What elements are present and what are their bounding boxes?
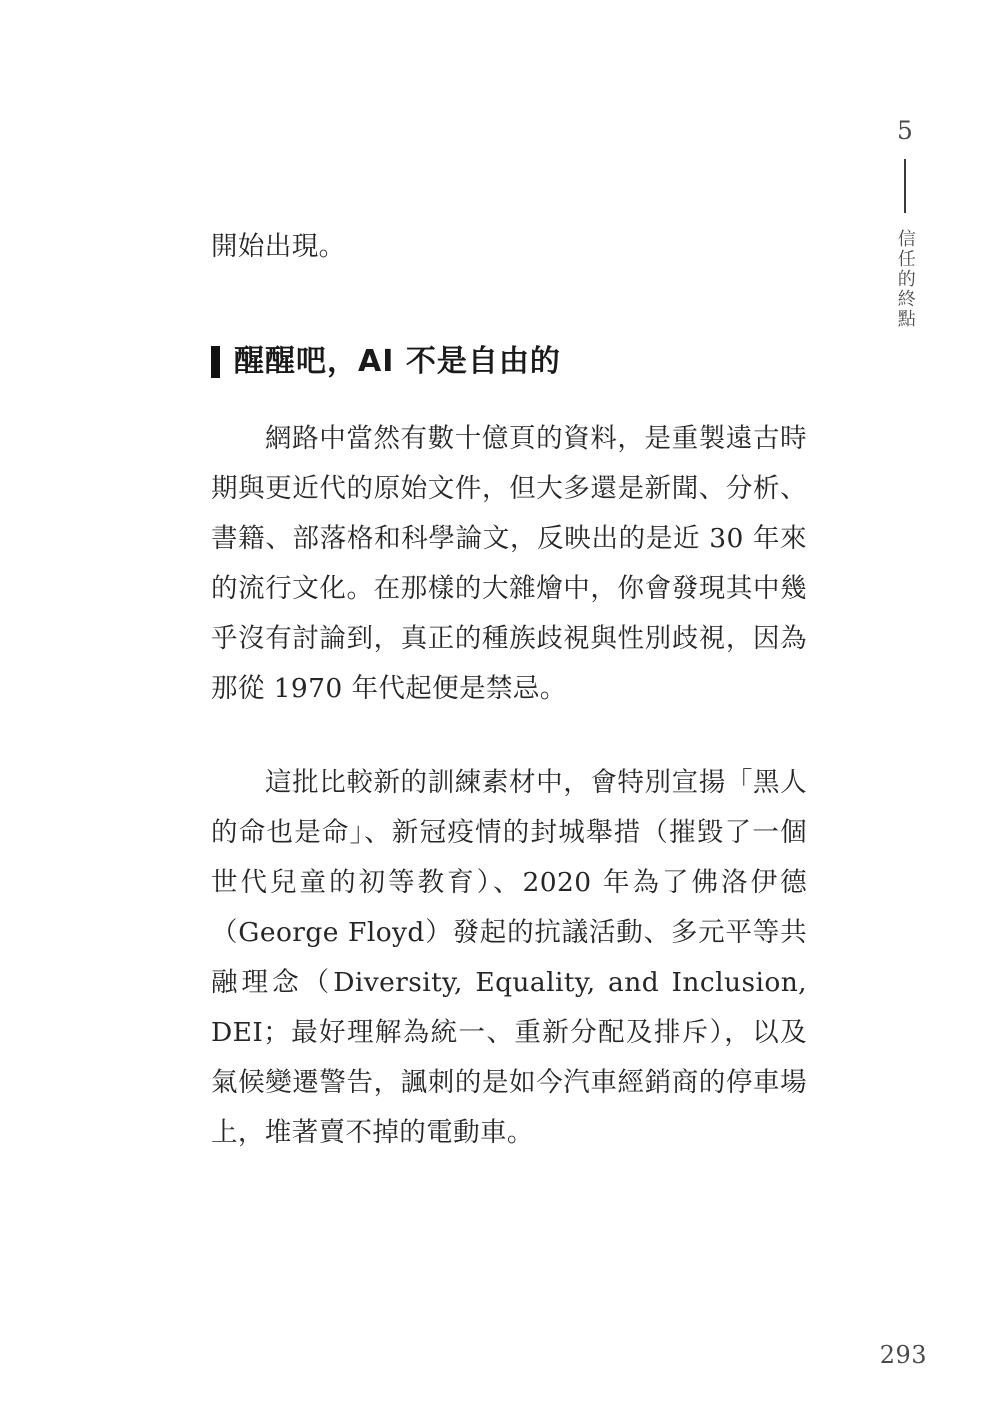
- continued-line: 開始出現。: [211, 231, 346, 262]
- section-heading-text: 醒醒吧，AI 不是自由的: [234, 344, 561, 379]
- paragraph: 網路中當然有數十億頁的資料，是重製遠古時期與更近代的原始文件，但大多還是新聞、分析、書籍、部落格和科學論文，反映出的是近 30 年來的流行文化。在那樣的大雜燴中，你會發現其中幾乎沒有討論到，真正的種族歧視與性別歧視，因為那從 1970 年代起便是禁忌。: [211, 423, 807, 704]
- running-head-rule: [904, 159, 906, 213]
- heading-bar-icon: [211, 346, 220, 378]
- section-heading: [211, 344, 807, 380]
- chapter-title-vertical: 信任的終點: [894, 229, 916, 329]
- paragraph: 這批比較新的訓練素材中，會特別宣揚「黑人的命也是命」、新冠疫情的封城舉措（摧毀了一個世代兒童的初等教育）、2020 年為了佛洛伊德（George Floyd）發起的抗議活動、多元平等共融理念（Diversity, Equality, and Inclusion, DEI；最好理解為統一、重新分配及排斥），以及氣候變遷警告，諷刺的是如今汽車經銷商的停車場上，堆著賣不掉的電動車。: [211, 767, 807, 1148]
- body-column: [211, 222, 807, 1158]
- running-head: [880, 118, 930, 329]
- page-number: 293: [879, 1341, 927, 1369]
- chapter-number: 5: [897, 116, 913, 145]
